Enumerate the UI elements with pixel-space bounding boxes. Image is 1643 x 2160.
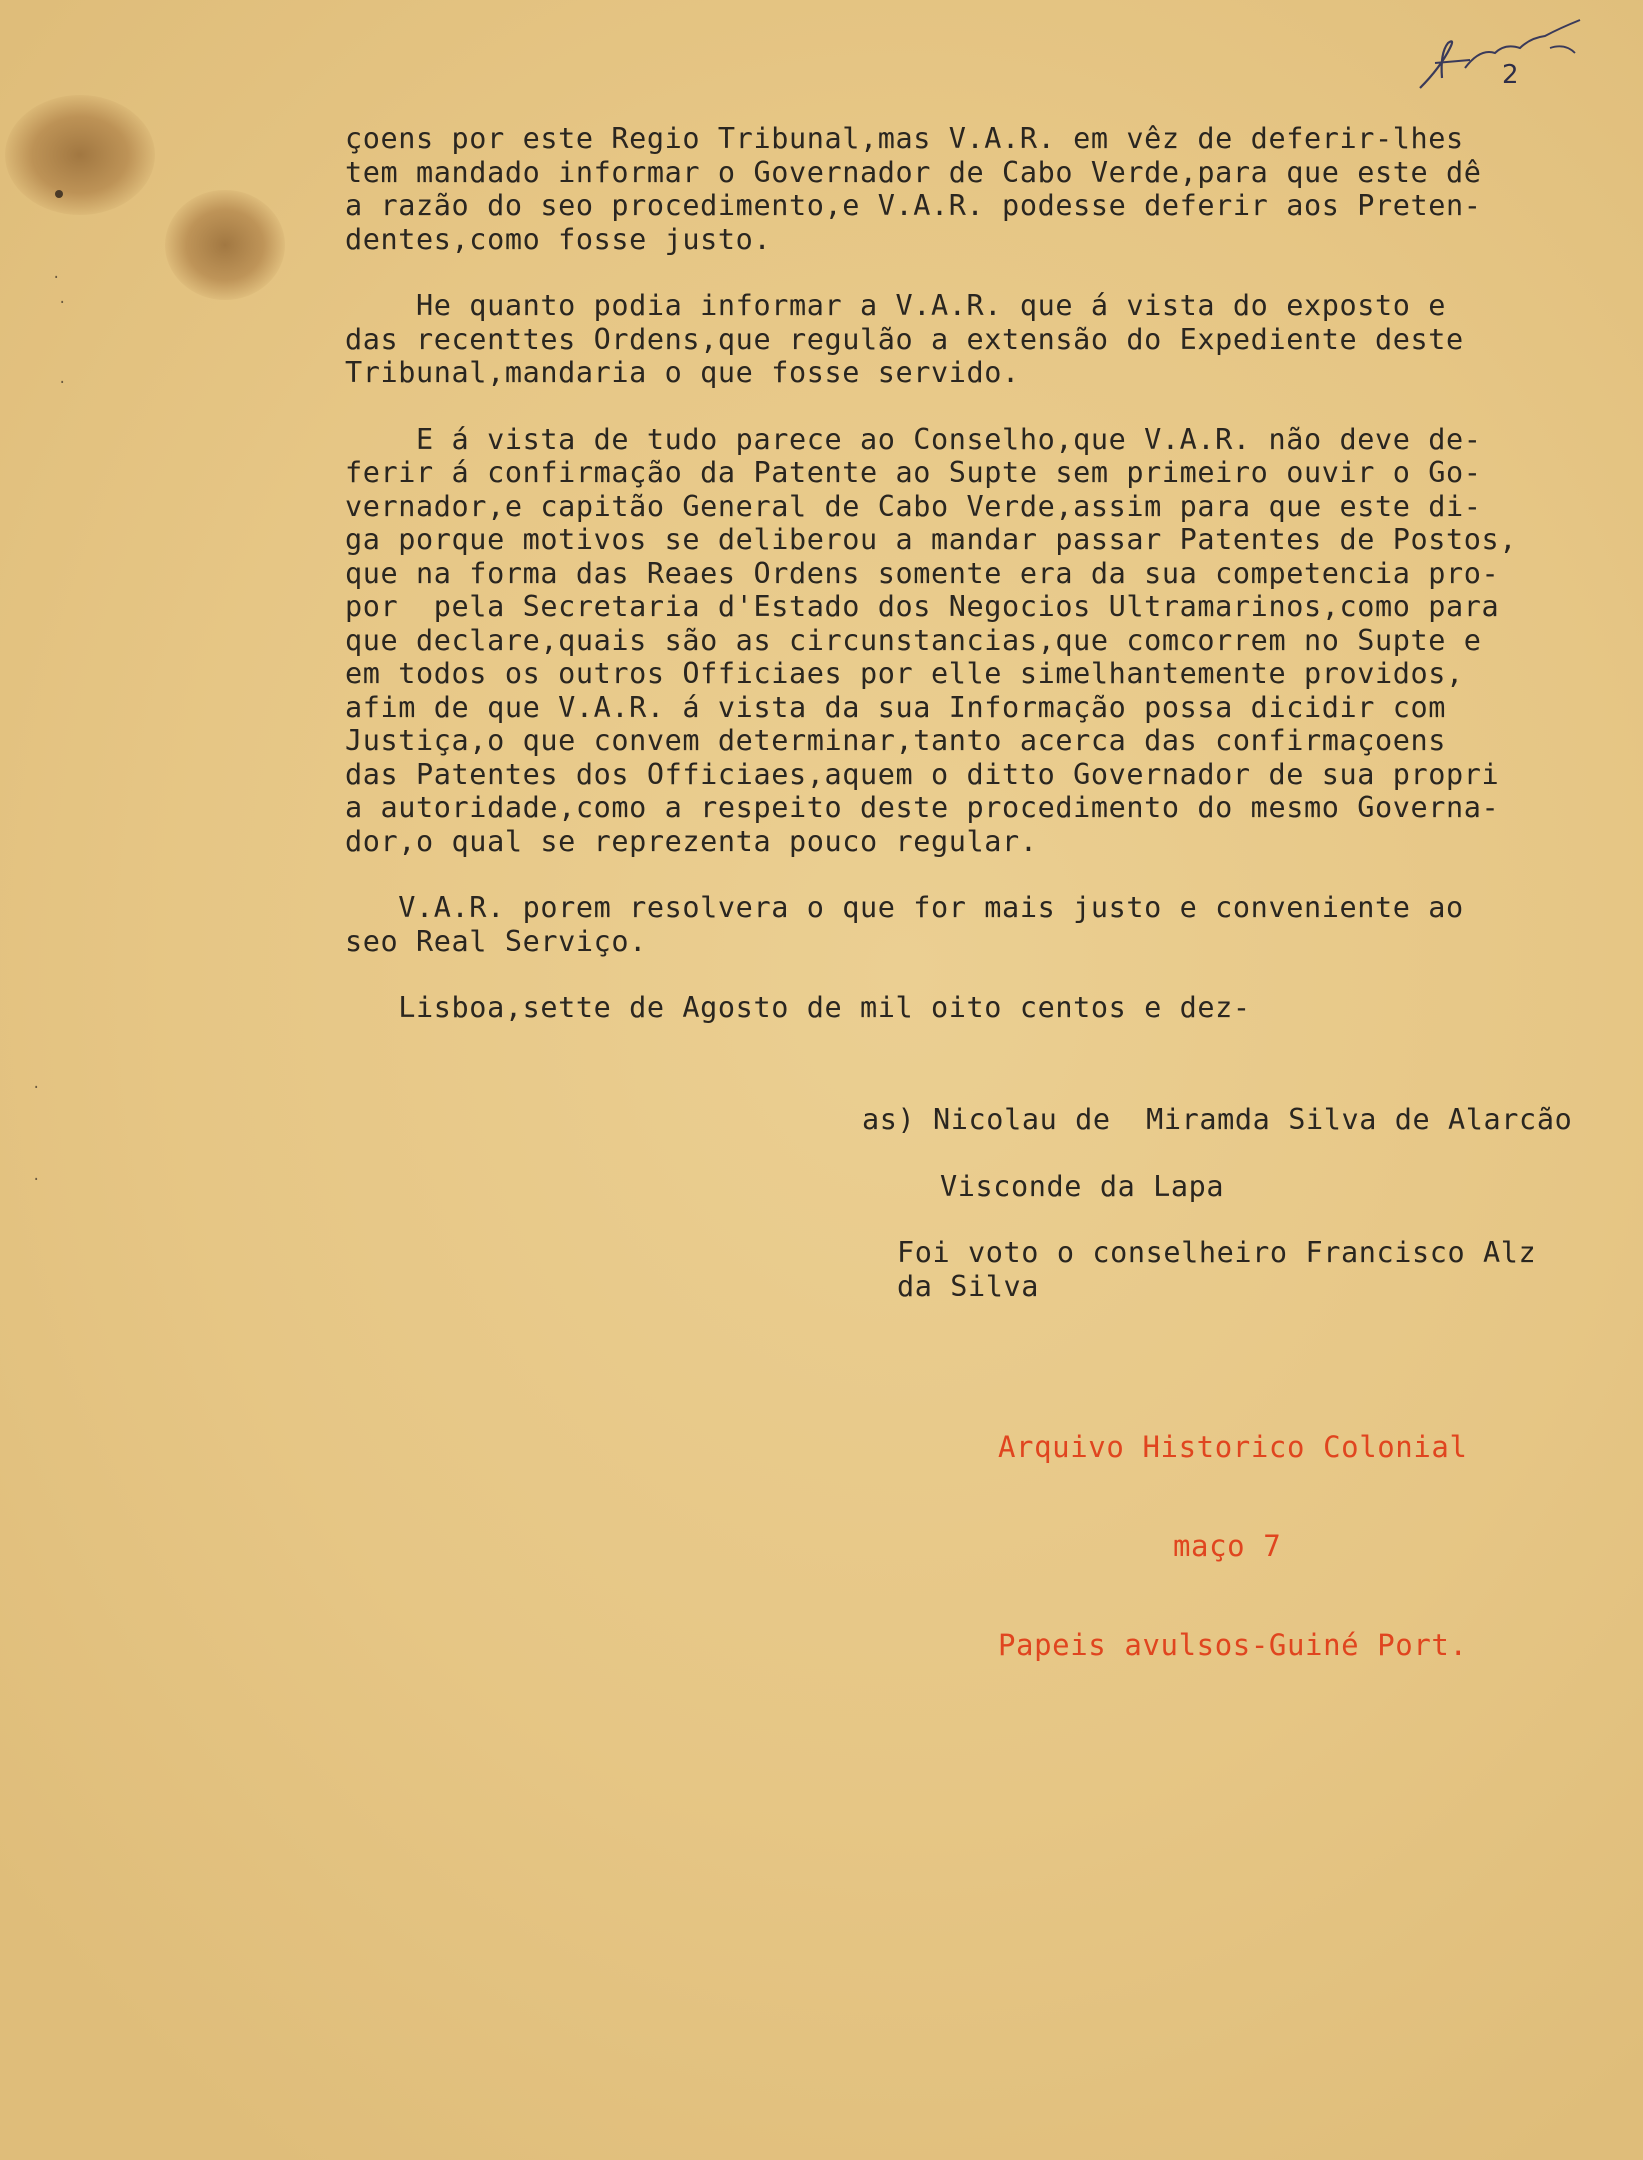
stamp-line: Arquivo Historico Colonial [998, 1430, 1468, 1464]
signature-line: da Silva [897, 1270, 1040, 1303]
stain-mark [5, 95, 155, 215]
signature-line: Visconde da Lapa [940, 1170, 1225, 1203]
folio-number: 2 [1502, 60, 1519, 90]
text-line: E á vista de tudo parece ao Conselho,que V.A.R. não deve de- [345, 422, 1482, 456]
text-line: dentes,como fosse justo. [345, 222, 772, 256]
margin-mark: · [58, 295, 67, 311]
punch-hole [55, 190, 63, 198]
stain-mark [165, 190, 285, 300]
text-line: Lisboa,sette de Agosto de mil oito centos e dez- [345, 991, 1251, 1024]
text-line: a autoridade,como a respeito deste procedimento do mesmo Governa- [345, 791, 1500, 824]
text-line: çoens por este Regio Tribunal,mas V.A.R. em vêz de deferir-lhes [345, 122, 1464, 155]
text-line: Justiça,o que convem determinar,tanto acerca das confirmaçoens [345, 724, 1447, 757]
signature-line: Foi voto o conselheiro Francisco Alz [897, 1236, 1537, 1269]
text-line: por pela Secretaria d'Estado dos Negocios Ultramarinos,como para [345, 590, 1500, 623]
text-line: seo Real Serviço. [345, 924, 647, 958]
text-line: afim de que V.A.R. á vista da sua Informação possa dicidir com [345, 690, 1447, 724]
text-line: tem mandado informar o Governador de Cabo Verde,para que este dê [345, 155, 1482, 189]
margin-mark: · [32, 1172, 41, 1188]
stamp-line: Papeis avulsos-Guiné Port. [998, 1628, 1468, 1662]
archive-stamp [998, 1365, 1468, 1728]
margin-mark: · [32, 1080, 41, 1096]
text-line: ga porque motivos se deliberou a mandar passar Patentes de Postos, [345, 523, 1518, 556]
text-line: vernador,e capitão General de Cabo Verde,assim para que este di- [345, 489, 1482, 523]
text-line: ferir á confirmação da Patente ao Supte sem primeiro ouvir o Go- [345, 456, 1482, 489]
text-line: V.A.R. porem resolvera o que for mais justo e conveniente ao [345, 891, 1464, 924]
text-line: que na forma das Reaes Ordens somente era da sua competencia pro- [345, 556, 1500, 590]
signature-line: as) Nicolau de Miramda Silva de Alarcão [862, 1103, 1573, 1136]
margin-mark: · [58, 375, 67, 391]
margin-mark: · [52, 270, 61, 286]
stamp-line: maço 7 [1173, 1529, 1282, 1563]
text-line: Tribunal,mandaria o que fosse servido. [345, 356, 1020, 389]
text-line: das recenttes Ordens,que regulão a extensão do Expediente deste [345, 322, 1464, 356]
folio-mark [1410, 8, 1610, 98]
text-line: que declare,quais são as circunstancias,que comcorrem no Supte e [345, 623, 1482, 657]
typed-body [345, 122, 1635, 1025]
text-line: dor,o qual se reprezenta pouco regular. [345, 824, 1038, 858]
text-line: He quanto podia informar a V.A.R. que á vista do exposto e [345, 289, 1447, 322]
text-line: das Patentes dos Officiaes,aquem o ditto Governador de sua propri [345, 757, 1500, 791]
text-line: em todos os outros Officiaes por elle simelhantemente providos, [345, 657, 1464, 690]
text-line: a razão do seo procedimento,e V.A.R. podesse deferir aos Preten- [345, 189, 1482, 222]
